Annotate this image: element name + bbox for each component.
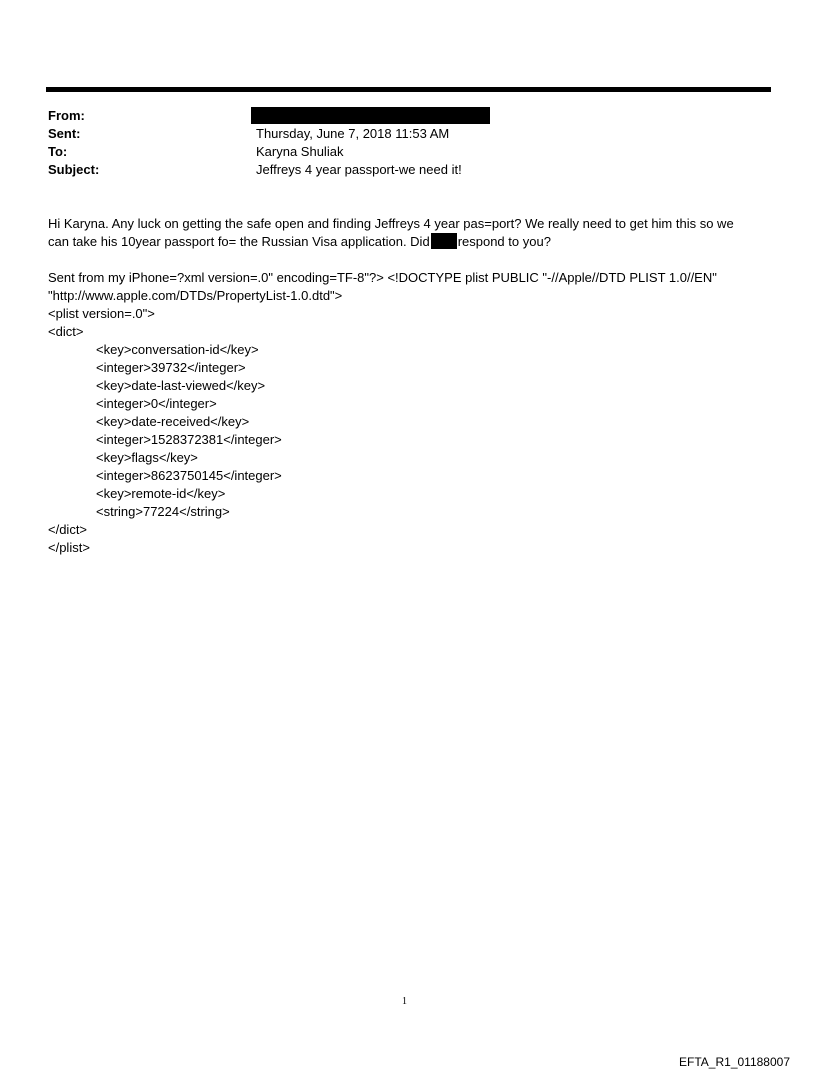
xml-line: <key>date-last-viewed</key> bbox=[96, 378, 266, 393]
xml-line: <integer>0</integer> bbox=[96, 396, 217, 411]
bates-number: EFTA_R1_01188007 bbox=[679, 1055, 790, 1069]
dict-open: <dict> bbox=[48, 324, 84, 339]
xml-line: <integer>1528372381</integer> bbox=[96, 432, 282, 447]
xml-line: <integer>8623750145</integer> bbox=[96, 468, 282, 483]
redacted-name bbox=[431, 233, 457, 249]
dtd-line: "http://www.apple.com/DTDs/PropertyList-1.0.dtd"> bbox=[48, 288, 343, 303]
page-number: 1 bbox=[402, 996, 407, 1007]
to-label: To: bbox=[48, 144, 68, 159]
plist-open: <plist version=.0"> bbox=[48, 306, 155, 321]
to-value: Karyna Shuliak bbox=[256, 144, 344, 159]
sent-label: Sent: bbox=[48, 126, 81, 141]
xml-line: <string>77224</string> bbox=[96, 504, 230, 519]
redacted-sender bbox=[251, 107, 490, 124]
subject-label: Subject: bbox=[48, 162, 100, 177]
body-line-1: Hi Karyna. Any luck on getting the safe open and finding Jeffreys 4 year pas=port? We really need to get him this so we bbox=[48, 216, 734, 231]
header-rule bbox=[46, 87, 771, 92]
subject-value: Jeffreys 4 year passport-we need it! bbox=[256, 162, 462, 177]
body-line-2 bbox=[48, 233, 551, 251]
sent-from-line: Sent from my iPhone=?xml version=.0" encoding=TF-8"?> <!DOCTYPE plist PUBLIC "-//Apple//DTD PLIST 1.0//EN" bbox=[48, 270, 717, 285]
body-line-2-start: can take his 10year passport fo= the Russian Visa application. Did bbox=[48, 234, 430, 249]
xml-line: <key>remote-id</key> bbox=[96, 486, 226, 501]
body-line-2-end: respond to you? bbox=[457, 234, 551, 249]
plist-close: </plist> bbox=[48, 540, 90, 555]
from-label: From: bbox=[48, 108, 85, 123]
xml-line: <key>flags</key> bbox=[96, 450, 198, 465]
xml-line: <integer>39732</integer> bbox=[96, 360, 246, 375]
xml-line: <key>date-received</key> bbox=[96, 414, 250, 429]
sent-value: Thursday, June 7, 2018 11:53 AM bbox=[256, 126, 450, 141]
xml-line: <key>conversation-id</key> bbox=[96, 342, 259, 357]
dict-close: </dict> bbox=[48, 522, 88, 537]
